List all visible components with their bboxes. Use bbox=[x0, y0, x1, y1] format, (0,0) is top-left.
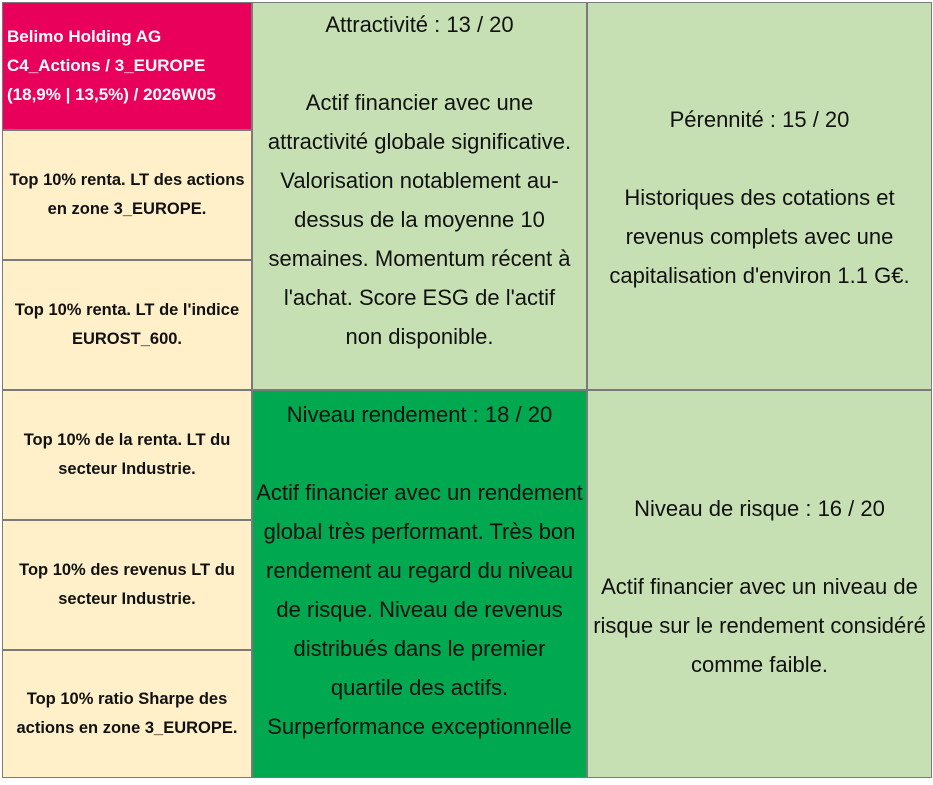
badge-text: Top 10% des revenus LT du secteur Industrie. bbox=[19, 561, 235, 608]
asset-stats: (18,9% | 13,5%) / 2026W05 bbox=[7, 85, 216, 104]
badge-sector-income bbox=[2, 520, 252, 650]
attractiveness-text: Actif financier avec une attractivité globale significative. Valorisation notablement au-dessus de la moyenne 10 semaines. Momentum récent à l'achat. Score ESG de l'actif non disponible. bbox=[267, 90, 572, 349]
sustainability-panel bbox=[587, 2, 932, 390]
badge-index-return bbox=[2, 260, 252, 390]
badge-text: Top 10% renta. LT de l'indice EUROST_600. bbox=[14, 301, 240, 348]
badge-zone-return bbox=[2, 130, 252, 260]
asset-header bbox=[2, 2, 252, 130]
asset-category: C4_Actions / 3_EUROPE bbox=[7, 56, 206, 75]
attractiveness-panel bbox=[252, 2, 587, 390]
risk-title: Niveau de risque : 16 / 20 bbox=[634, 496, 885, 521]
yield-title: Niveau rendement : 18 / 20 bbox=[286, 402, 553, 427]
badge-sector-return bbox=[2, 390, 252, 520]
sustainability-title: Pérennité : 15 / 20 bbox=[669, 107, 850, 132]
badge-text: Top 10% renta. LT des actions en zone 3_EUROPE. bbox=[9, 171, 245, 218]
risk-text: Actif financier avec un niveau de risque sur le rendement considéré comme faible. bbox=[593, 574, 926, 677]
asset-name: Belimo Holding AG bbox=[7, 27, 162, 46]
attractiveness-title: Attractivité : 13 / 20 bbox=[325, 12, 514, 37]
risk-panel bbox=[587, 390, 932, 778]
badge-text: Top 10% de la renta. LT du secteur Industrie. bbox=[23, 431, 231, 478]
yield-panel bbox=[252, 390, 587, 778]
yield-text: Actif financier avec un rendement global très performant. Très bon rendement au regard du niveau de risque. Niveau de revenus distribués dans le premier quartile des actifs. Surperformance exceptionnelle bbox=[256, 480, 583, 739]
badge-sharpe-ratio bbox=[2, 650, 252, 778]
badge-text: Top 10% ratio Sharpe des actions en zone 3_EUROPE. bbox=[16, 690, 238, 737]
sustainability-text: Historiques des cotations et revenus complets avec une capitalisation d'environ 1.1 G€. bbox=[609, 185, 910, 288]
